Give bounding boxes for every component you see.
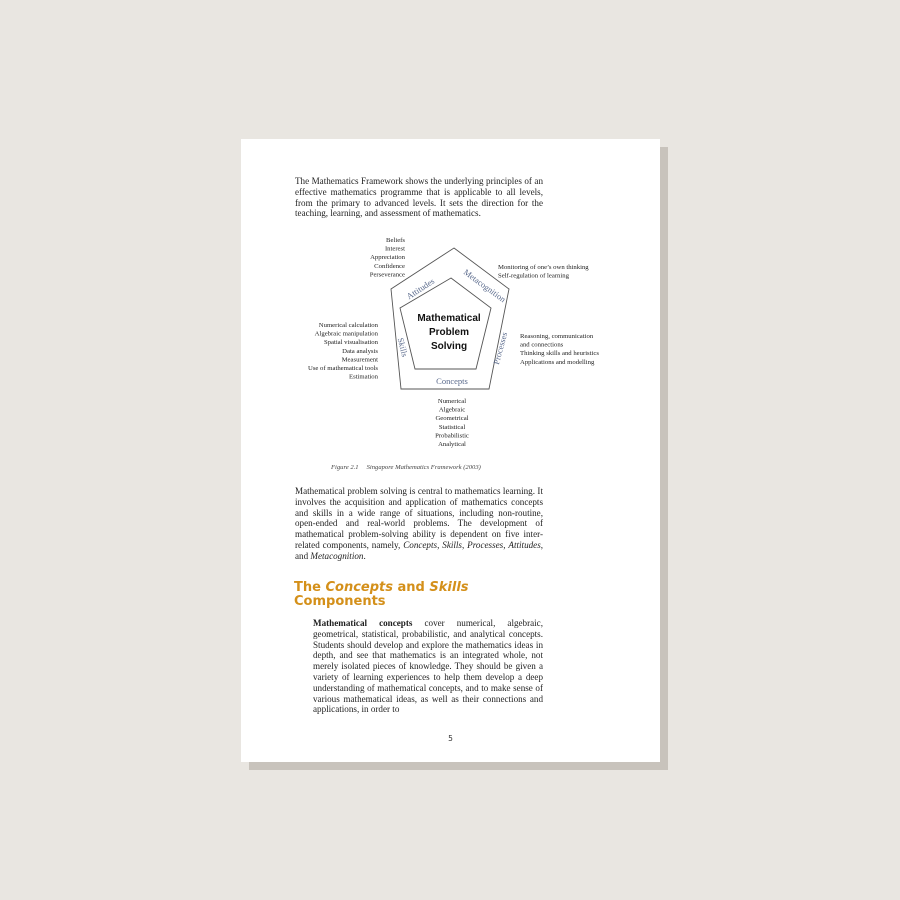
concepts-item: Probabilistic	[435, 432, 469, 440]
metacognition-item: Monitoring of one’s own thinking	[498, 264, 589, 271]
component-processes: Processes	[467, 539, 504, 550]
skills-item: Measurement	[341, 356, 378, 364]
page-number: 5	[448, 734, 453, 743]
heading-word-skills: Skills	[429, 580, 469, 595]
separator: , and	[295, 539, 544, 561]
intro-paragraph: The Mathematics Framework shows the underlying principles of an effective mathematics programme that is applicable to all levels, from the primary to advanced levels. It sets the direction for the teaching, learning, and assessment of mathematics.	[295, 176, 543, 219]
side-label-attitudes: Attitudes	[404, 275, 437, 302]
processes-item: Thinking skills and heuristics	[520, 350, 599, 358]
side-label-metacognition: Metacognition	[461, 266, 508, 305]
concepts-item: Analytical	[438, 441, 466, 448]
separator: ,	[461, 539, 468, 550]
body-paragraph	[295, 486, 543, 562]
mathematics-framework-diagram	[291, 232, 621, 452]
body-main-text: Mathematical problem solving is central to mathematics learning. It involves the acquisition and application of mathematics concepts and skills in a wide range of situations, including non-routine, open-ended and real-world problems. The development of mathematical problem-solving ability is dependent on five inter-related components, namely,	[295, 486, 543, 550]
side-label-skills: Skills	[395, 336, 411, 358]
skills-list	[308, 322, 379, 381]
figure-caption	[331, 464, 481, 471]
caption-title: Singapore Mathematics Framework (2003)	[366, 464, 481, 471]
attitudes-list	[370, 237, 406, 278]
component-skills: Skills	[442, 539, 462, 550]
concepts-lead: Mathematical concepts	[313, 618, 413, 628]
processes-item: and connections	[520, 341, 564, 349]
attitudes-item: Appreciation	[370, 254, 405, 262]
component-metacognition: Metacognition	[310, 550, 364, 561]
heading-word-components: Components	[294, 594, 386, 609]
side-label-processes: Processes	[490, 330, 510, 366]
attitudes-item: Interest	[384, 245, 405, 253]
center-label-line1: Mathematical	[417, 313, 481, 324]
concepts-item: Geometrical	[435, 415, 469, 423]
document-page	[241, 139, 660, 762]
concepts-text: cover numerical, algebraic, geometrical, statistical, probabilistic, and analytical concepts. Students should develop and explore the mathematics ideas in depth, and see that mathematics is an integrated whole, not merely isolated pieces of knowledge. They should be given a variety of learning experiences to help them develop a deep understanding of mathematical concepts, and to make sense of various mathematical ideas, as well as their connections and applications, in order to	[313, 618, 543, 715]
processes-item: Reasoning, communication	[520, 333, 594, 340]
metacognition-list	[498, 264, 589, 280]
skills-item: Estimation	[349, 373, 378, 381]
attitudes-item: Confidence	[374, 262, 405, 270]
sentence-end: .	[363, 550, 366, 561]
separator: ,	[503, 539, 509, 550]
heading-word-concepts: Concepts	[325, 580, 393, 595]
attitudes-item: Perseverance	[369, 271, 405, 279]
concepts-list	[435, 398, 469, 448]
section-heading	[294, 581, 594, 609]
skills-item: Data analysis	[342, 347, 378, 355]
center-label-line2: Problem	[428, 327, 470, 338]
concepts-item: Algebraic	[438, 406, 466, 414]
skills-item: Spatial visualisation	[323, 339, 378, 347]
skills-item: Numerical calculation	[318, 322, 378, 329]
component-concepts: Concepts	[403, 539, 438, 550]
heading-word-the: The	[294, 580, 321, 595]
concepts-item: Statistical	[438, 423, 466, 431]
metacognition-item: Self-regulation of learning	[498, 272, 569, 280]
caption-number: Figure 2.1	[331, 464, 359, 471]
concepts-paragraph	[313, 618, 543, 715]
skills-item: Algebraic manipulation	[314, 330, 378, 338]
skills-item: Use of mathematical tools	[307, 365, 378, 372]
center-label-line3: Solving	[430, 341, 468, 352]
component-attitudes: Attitudes	[508, 539, 541, 550]
heading-word-and: and	[397, 580, 425, 595]
separator: ,	[437, 539, 443, 550]
attitudes-item: Beliefs	[386, 237, 405, 244]
processes-list	[520, 333, 599, 366]
processes-item: Applications and modelling	[520, 358, 595, 366]
side-label-concepts: Concepts	[436, 376, 468, 386]
concepts-item: Numerical	[437, 398, 467, 405]
